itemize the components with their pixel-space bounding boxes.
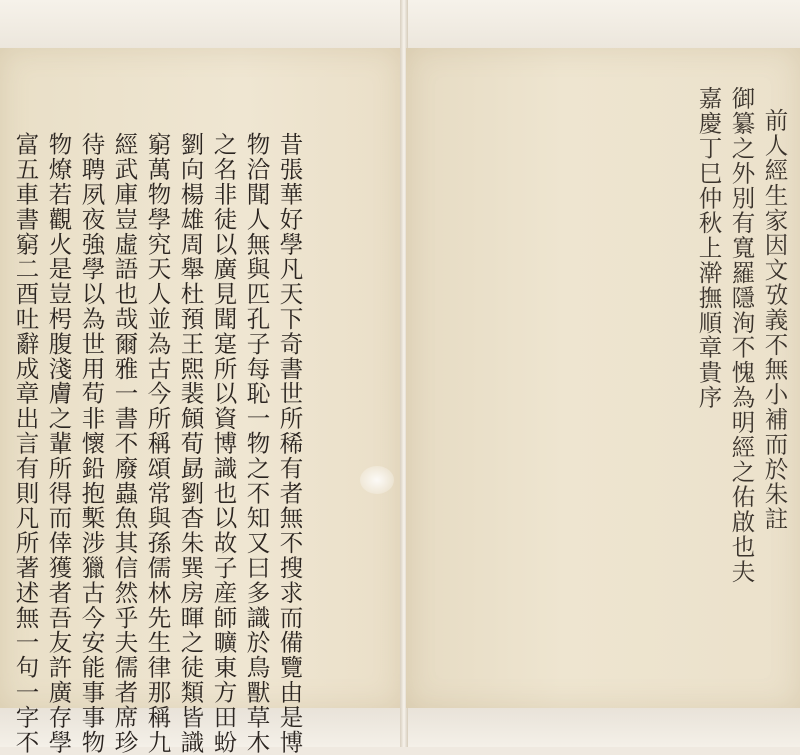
left-page xyxy=(0,48,402,755)
left-column-6: 經武庫豈虛語也哉爾雅一書不廢蟲魚其信然乎夫儒者席珍 xyxy=(110,132,139,755)
paper-stain xyxy=(360,466,394,494)
right-column-1: 前人經生家因文攷義不無小補而於朱註 xyxy=(760,108,789,532)
left-column-2: 物洽聞人無與匹孔子每恥一物之不知又曰多識於鳥獸草木 xyxy=(242,132,271,755)
right-column-2: 御纂之外別有寬羅隱洵不愧為明經之佑啟也夫 xyxy=(727,86,756,584)
right-column-3: 嘉慶丁巳仲秋上澣撫順章貴序 xyxy=(694,86,723,410)
left-column-5: 窮萬物學究天人並為古今所稱頌常與孫儒林先生律那稱九 xyxy=(143,132,172,755)
left-column-8: 物燎若觀火是豈枵腹淺膚之輩所得而倖獲者吾友許廣存學 xyxy=(44,132,73,755)
right-page xyxy=(406,48,800,708)
left-column-7: 待聘夙夜強學以為世用苟非懷鉛抱槧涉獵古今安能事事物 xyxy=(77,132,106,755)
left-column-3: 之名非徒以廣見聞寔所以資博識也以故子産師曠東方田蚡 xyxy=(209,132,238,755)
left-column-1: 昔張華好學凡天下奇書世所稀有者無不搜求而備覽由是博 xyxy=(275,132,304,755)
left-column-9: 富五車書窮二酉吐辭成章出言有則凡所著述無一句一字不 xyxy=(11,132,40,755)
left-column-4: 劉向楊雄周舉杜預王𤋮裴頠荀勗劉杳朱巽房暉之徒類皆識 xyxy=(176,132,205,755)
